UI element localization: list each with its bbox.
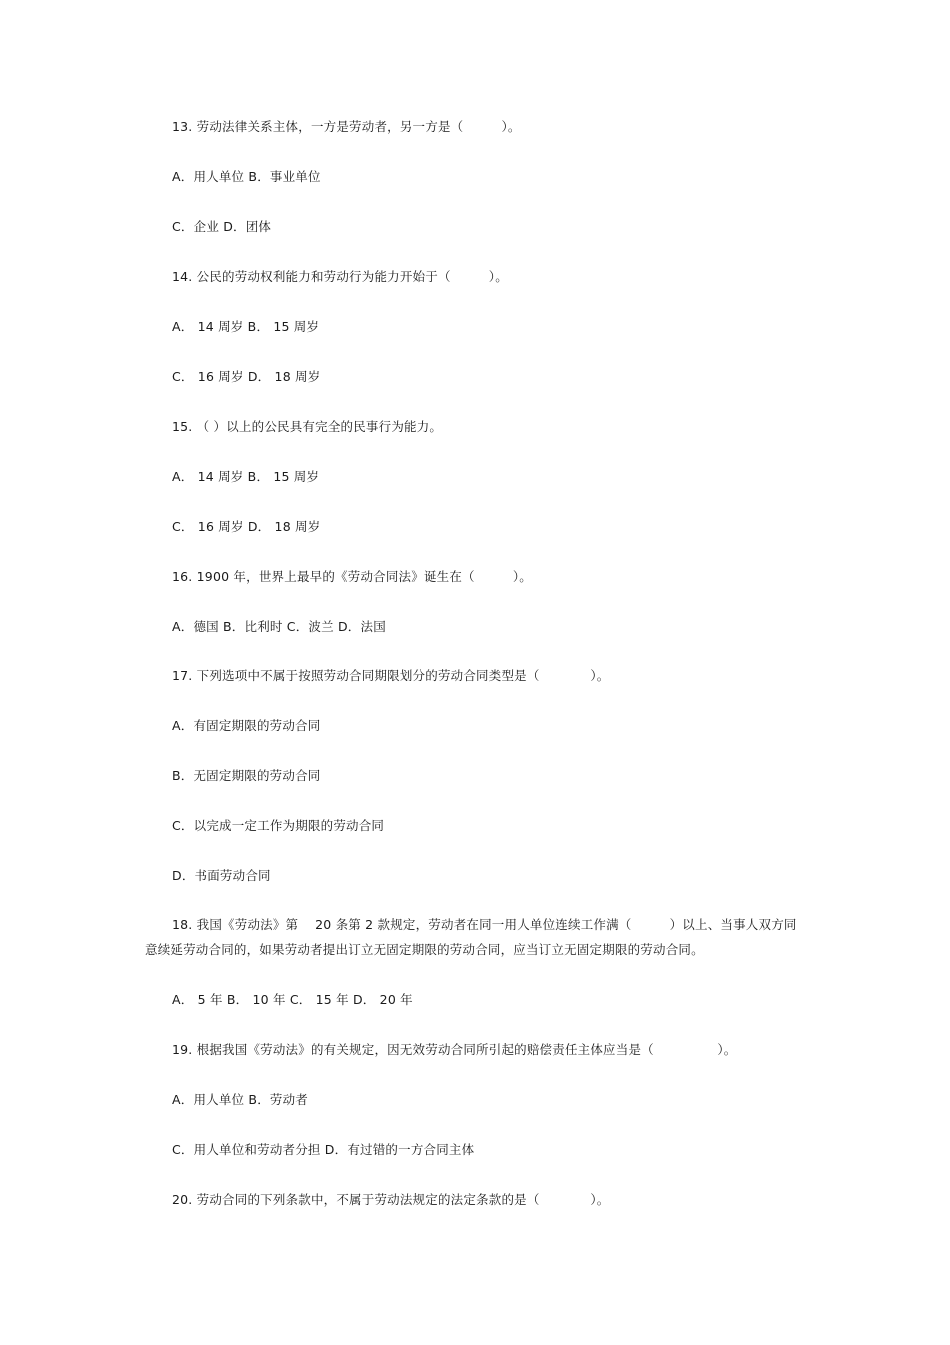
question-14-options-ab: A． 14 周岁 B． 15 周岁 [172, 319, 320, 334]
question-14-options-cd: C． 16 周岁 D． 18 周岁 [172, 369, 321, 384]
question-19-options-ab: A．用人单位 B．劳动者 [172, 1092, 309, 1107]
question-17: 17. 下列选项中不属于按照劳动合同期限划分的劳动合同类型是（ ）。 [172, 668, 610, 683]
question-13-options-cd: C．企业 D．团体 [172, 219, 272, 234]
question-16: 16. 1900 年，世界上最早的《劳动合同法》诞生在（ ）。 [172, 569, 532, 584]
question-13-options-ab: A．用人单位 B．事业单位 [172, 169, 321, 184]
question-18-options: A． 5 年 B． 10 年 C． 15 年 D． 20 年 [172, 992, 413, 1007]
question-16-options: A．德国 B．比利时 C．波兰 D．法国 [172, 619, 386, 634]
question-13: 13. 劳动法律关系主体，一方是劳动者，另一方是（ ）。 [172, 119, 521, 134]
question-14: 14. 公民的劳动权利能力和劳动行为能力开始于（ ）。 [172, 269, 508, 284]
question-17-option-a: A．有固定期限的劳动合同 [172, 718, 321, 733]
question-15-options-ab: A． 14 周岁 B． 15 周岁 [172, 469, 320, 484]
question-19: 19. 根据我国《劳动法》的有关规定，因无效劳动合同所引起的赔偿责任主体应当是（ ）。 [172, 1042, 737, 1057]
question-17-option-b: B．无固定期限的劳动合同 [172, 768, 321, 783]
question-18: 18. 我国《劳动法》第 20 条第 2 款规定，劳动者在同一用人单位连续工作满（ ）以上、当事人双方同意续延劳动合同的，如果劳动者提出订立无固定期限的劳动合同，应当订立无固定期限的劳动合同。 [145, 917, 797, 957]
question-17-option-d: D．书面劳动合同 [172, 868, 271, 883]
question-17-option-c: C．以完成一定工作为期限的劳动合同 [172, 818, 385, 833]
question-20: 20. 劳动合同的下列条款中，不属于劳动法规定的法定条款的是（ ）。 [172, 1192, 610, 1207]
question-15-options-cd: C． 16 周岁 D． 18 周岁 [172, 519, 321, 534]
question-15: 15. （ ）以上的公民具有完全的民事行为能力。 [172, 419, 443, 434]
question-19-options-cd: C．用人单位和劳动者分担 D．有过错的一方合同主体 [172, 1142, 475, 1157]
